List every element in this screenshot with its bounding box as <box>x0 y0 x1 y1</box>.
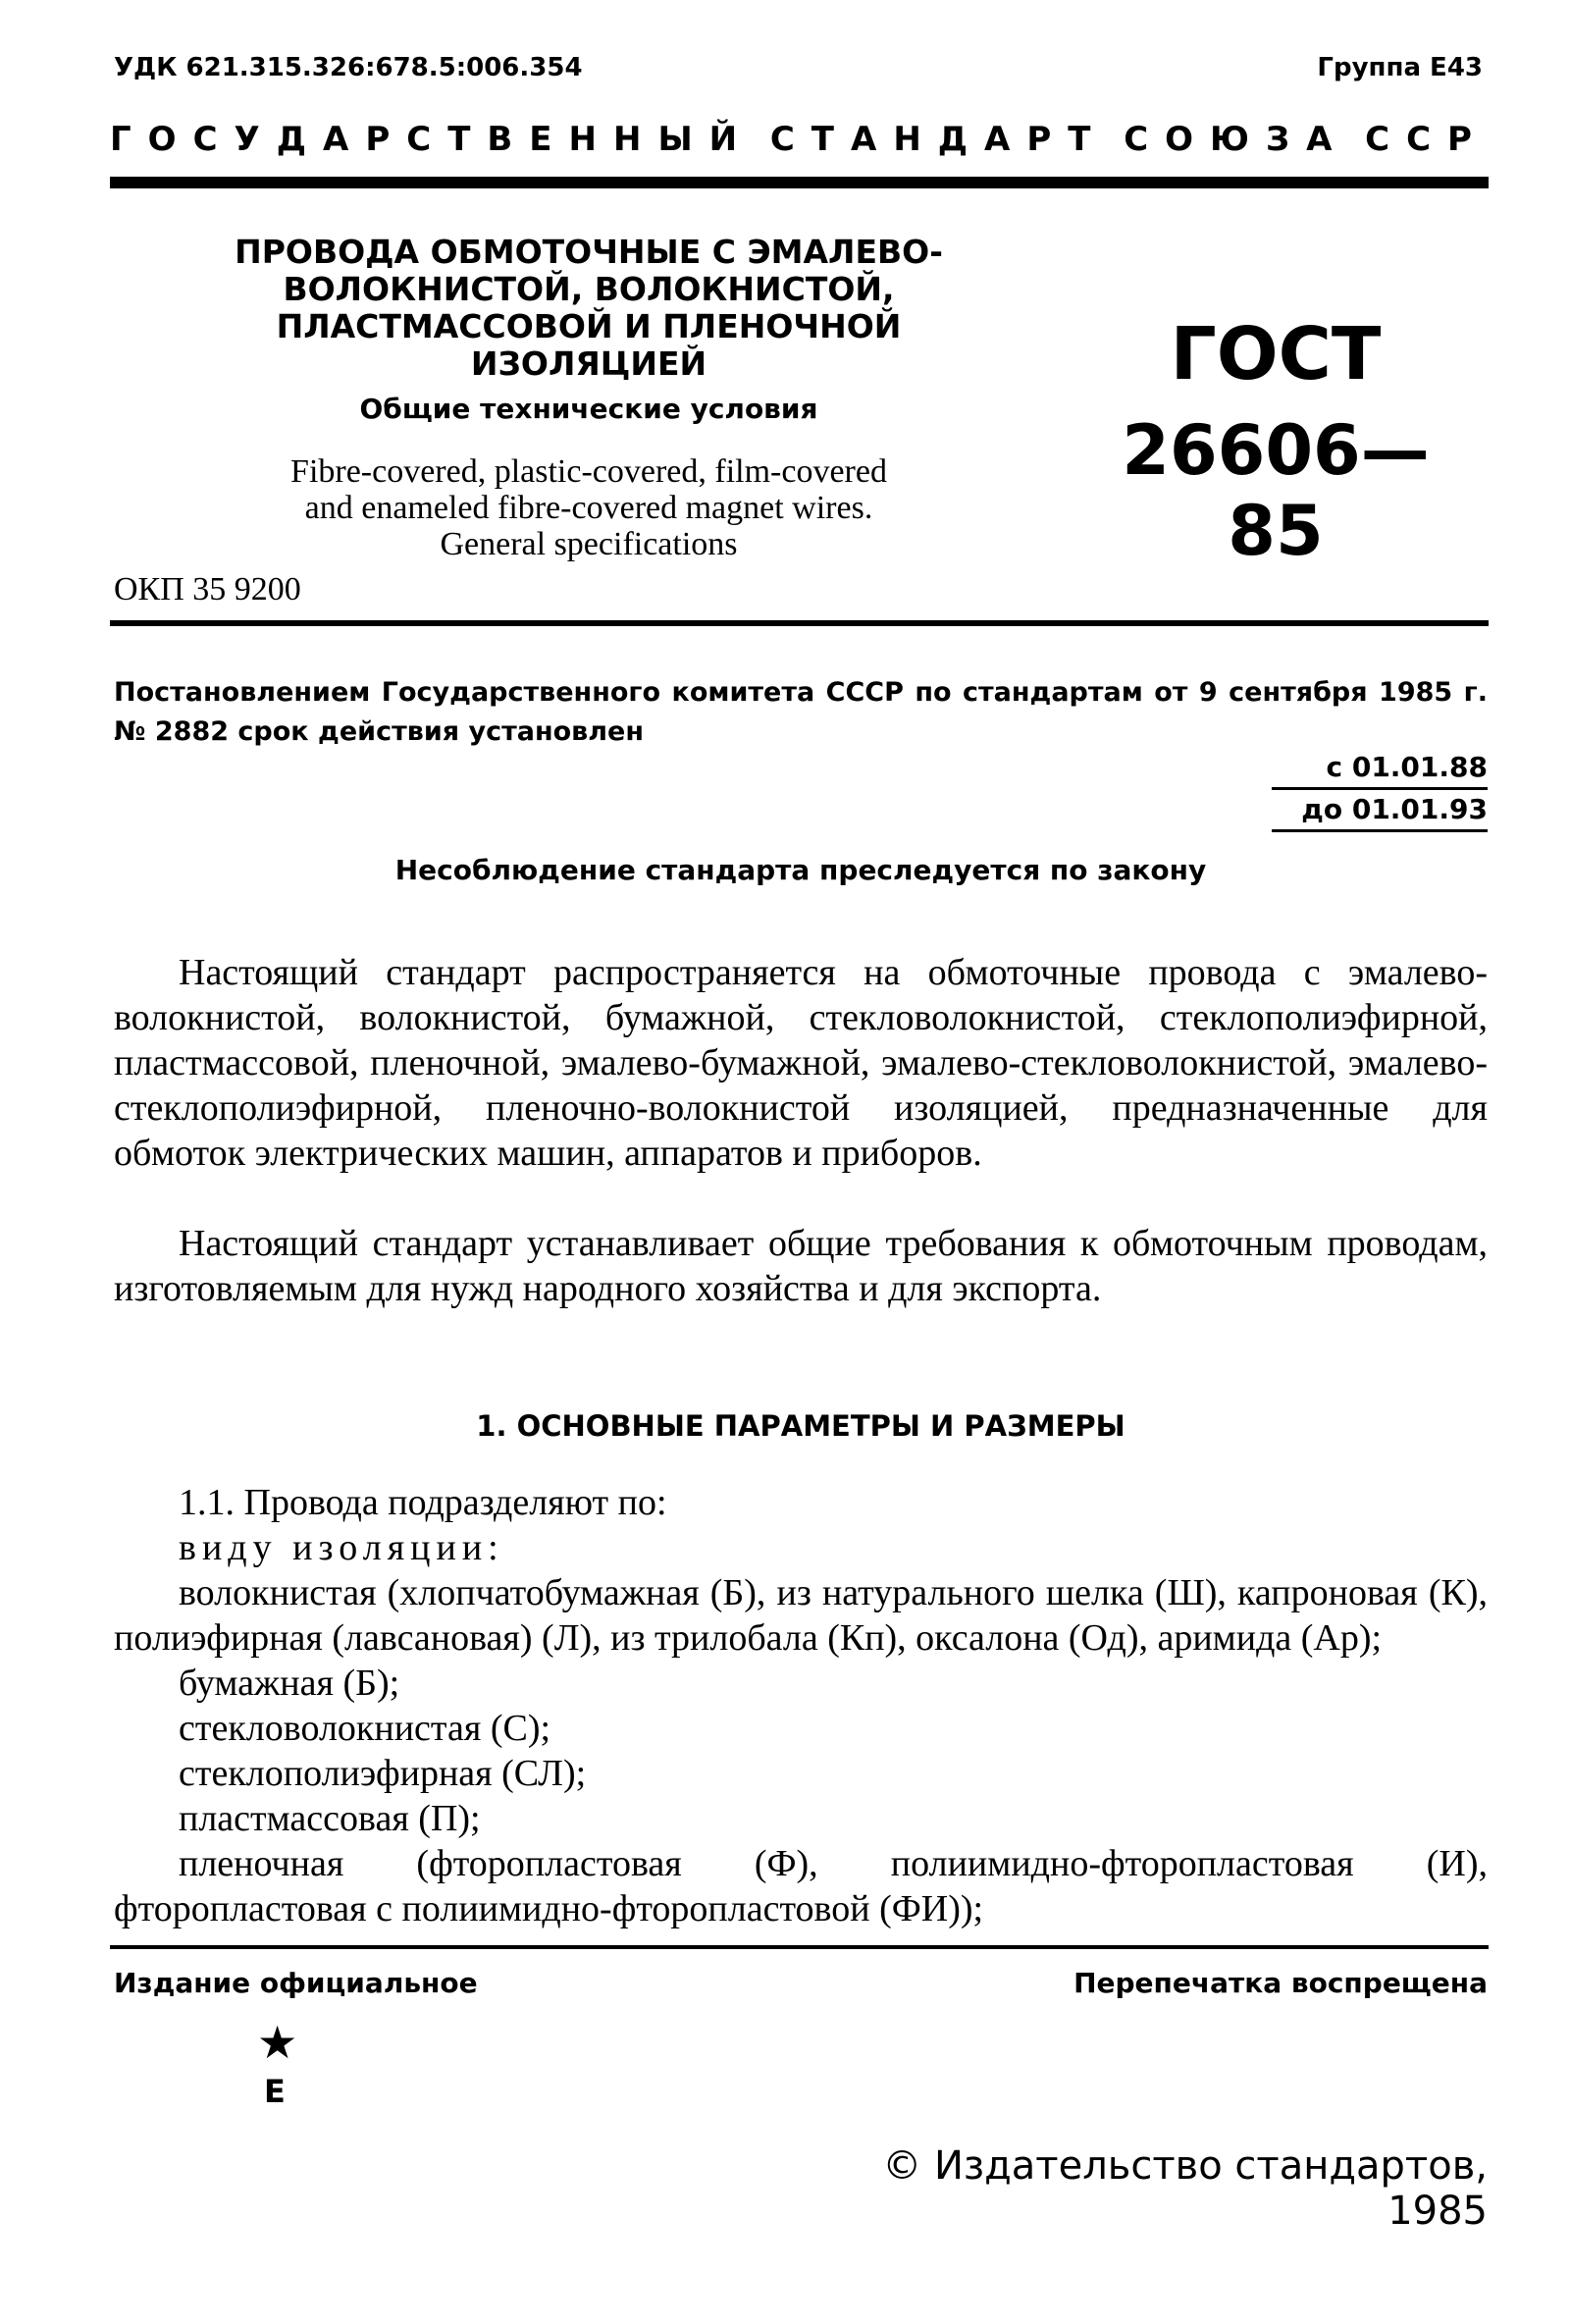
valid-from: с 01.01.88 <box>1272 748 1488 790</box>
banner-word-3: СОЮЗА <box>1124 120 1349 159</box>
list-item: пленочная (фторопластовая (Ф), полиимидно-фторопластовая (И), фторопластовая с полиимидно-фторопластовой (ФИ)); <box>114 1843 1488 1929</box>
edition-label: Издание официальное <box>114 1967 478 1999</box>
list-item: стекловолокнистая (С); <box>179 1708 551 1749</box>
valid-to: до 01.01.93 <box>1272 790 1488 832</box>
reprint-notice: Перепечатка воспрещена <box>1073 1967 1488 1999</box>
okp-code: ОКП 35 9200 <box>114 571 301 607</box>
document-title <box>226 234 952 383</box>
banner-word-1: ГОСУДАРСТВЕННЫЙ <box>110 120 755 159</box>
footer-rule <box>110 1945 1489 1949</box>
title-line: ВОЛОКНИСТОЙ, ВОЛОКНИСТОЙ, <box>283 270 895 308</box>
english-title-line: Fibre-covered, plastic-covered, film-covered <box>290 453 887 490</box>
document-subtitle: Общие технические условия <box>359 393 818 425</box>
body-paragraph-scope <box>114 950 1488 1176</box>
banner-word-4: ССР <box>1365 120 1489 159</box>
udk-code: УДК 621.315.326:678.5:006.354 <box>114 53 583 82</box>
paragraph: Настоящий стандарт устанавливает общие требования к обмоточным проводам, изготовляемым для нужд народного хозяйства и для экспорта. <box>114 1223 1488 1309</box>
title-line: ПРОВОДА ОБМОТОЧНЫЕ С ЭМАЛЕВО- <box>235 233 943 271</box>
title-line: ПЛАСТМАССОВОЙ И ПЛЕНОЧНОЙ <box>276 307 902 345</box>
copyright-notice: © Издательство стандартов, 1985 <box>882 2143 1488 2234</box>
list-item: бумажная (Б); <box>179 1663 400 1704</box>
banner-word-2: СТАНДАРТ <box>769 120 1108 159</box>
gost-number: 26606—85 <box>1122 410 1430 571</box>
english-title <box>206 453 971 562</box>
decree-text: Постановлением Государственного комитета СССР по стандартам от 9 сентября 1985 г. № 2882 срок действия установлен <box>114 677 1488 747</box>
list-item: виду изоляции: <box>179 1527 504 1568</box>
list-item: 1.1. Провода подразделяют по: <box>179 1482 667 1523</box>
validity-period <box>1272 748 1488 832</box>
body-paragraph-requirements <box>114 1221 1488 1311</box>
edition-letter: Е <box>264 2073 286 2110</box>
header-row <box>114 53 1483 82</box>
banner-rule <box>110 177 1489 188</box>
english-title-line: and enameled fibre-covered magnet wires. <box>304 490 873 526</box>
group-code: Группа Е43 <box>1317 53 1483 82</box>
state-standard-banner <box>110 120 1489 159</box>
title-line: ИЗОЛЯЦИЕЙ <box>470 344 707 383</box>
paragraph: Настоящий стандарт распространяется на обмоточные провода с эмалево-волокнистой, волокнистой, бумажной, стекловолокнистой, стеклополиэфирной, пластмассовой, пленочной, эмалево-бумажной, эмалево-стекловолокнистой, эмалево-стеклополиэфирной, пленочно-волокнистой изоляцией, предназначенные для обмоток электрических машин, аппаратов и приборов. <box>114 952 1488 1174</box>
list-item: стеклополиэфирная (СЛ); <box>179 1753 587 1794</box>
gost-label: ГОСТ <box>1170 312 1382 396</box>
footer-row <box>114 1967 1488 1999</box>
section-heading: 1. ОСНОВНЫЕ ПАРАМЕТРЫ И РАЗМЕРЫ <box>476 1409 1125 1443</box>
list-item: пластмассовая (П); <box>179 1798 481 1839</box>
insulation-type-list <box>114 1480 1488 1931</box>
english-title-line: General specifications <box>440 526 738 562</box>
list-item: волокнистая (хлопчатобумажная (Б), из натурального шелка (Ш), капроновая (К), полиэфирная (лавсановая) (Л), из трилобала (Кп), оксалона (Од), аримида (Ар); <box>114 1572 1488 1659</box>
title-block-rule <box>110 620 1489 626</box>
star-icon: ★ <box>257 2016 298 2069</box>
law-notice: Несоблюдение стандарта преследуется по закону <box>394 854 1207 886</box>
